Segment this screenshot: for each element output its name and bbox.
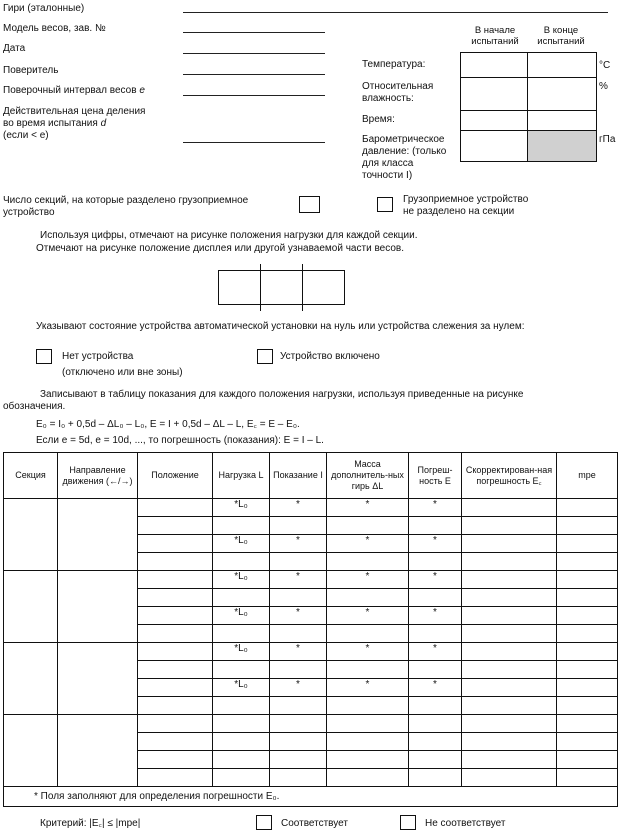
- field-interval-label: [3, 85, 145, 97]
- sections-count-label-2: устройство: [3, 207, 55, 218]
- mpe-cell[interactable]: [557, 607, 618, 625]
- mpe-cell[interactable]: [557, 625, 618, 643]
- field-division-line[interactable]: [183, 142, 325, 143]
- pass-checkbox[interactable]: [256, 815, 272, 830]
- position-cell[interactable]: [138, 499, 213, 517]
- additional-mass-cell[interactable]: [327, 661, 409, 679]
- indication-cell[interactable]: [270, 751, 327, 769]
- load-cell[interactable]: *L₀: [213, 679, 270, 697]
- no-device-checkbox[interactable]: [36, 349, 52, 364]
- cond-press-end: [528, 131, 597, 162]
- field-interval-var: e: [139, 85, 145, 96]
- corrected-error-cell[interactable]: [462, 697, 557, 715]
- corrected-error-cell[interactable]: [462, 535, 557, 553]
- mpe-cell[interactable]: [557, 769, 618, 787]
- mpe-cell[interactable]: [557, 517, 618, 535]
- fail-label: Не соответствует: [425, 818, 506, 829]
- error-cell[interactable]: [409, 769, 462, 787]
- pass-label: Соответствует: [281, 818, 348, 829]
- indication-cell[interactable]: [270, 517, 327, 535]
- device-on-label: Устройство включено: [280, 351, 380, 362]
- load-cell[interactable]: [213, 697, 270, 715]
- not-divided-label-2: не разделено на секции: [403, 206, 515, 217]
- position-cell[interactable]: [138, 535, 213, 553]
- mpe-cell[interactable]: [557, 697, 618, 715]
- mpe-cell[interactable]: [557, 499, 618, 517]
- error-cell[interactable]: *: [409, 571, 462, 589]
- load-cell[interactable]: *L₀: [213, 535, 270, 553]
- cond-unit-temperature: °C: [599, 60, 611, 71]
- field-verifier-label: Поверитель: [3, 65, 59, 76]
- field-verifier-line[interactable]: [183, 74, 325, 75]
- table-row: [4, 571, 618, 589]
- corrected-error-cell[interactable]: [462, 751, 557, 769]
- cond-time-start[interactable]: [461, 111, 528, 131]
- error-cell[interactable]: [409, 589, 462, 607]
- position-cell[interactable]: [138, 697, 213, 715]
- field-division-text: во время испытания: [3, 118, 101, 129]
- no-device-note: (отключено или вне зоны): [62, 367, 183, 378]
- table-footnote: * Поля заполняют для определения погрешности E₀.: [4, 787, 618, 807]
- error-cell[interactable]: [409, 733, 462, 751]
- cond-label-humidity: Относительная влажность:: [362, 81, 434, 104]
- indication-cell[interactable]: *: [270, 499, 327, 517]
- table-row: [4, 715, 618, 733]
- cond-time-end[interactable]: [528, 111, 597, 131]
- error-cell[interactable]: *: [409, 607, 462, 625]
- additional-mass-cell[interactable]: *: [327, 679, 409, 697]
- load-cell[interactable]: [213, 769, 270, 787]
- th-load: Нагрузка L: [213, 453, 270, 499]
- additional-mass-cell[interactable]: [327, 553, 409, 571]
- direction-cell[interactable]: [58, 571, 138, 643]
- position-cell[interactable]: [138, 625, 213, 643]
- additional-mass-cell[interactable]: *: [327, 535, 409, 553]
- cond-hum-end[interactable]: [528, 78, 597, 111]
- position-cell[interactable]: [138, 661, 213, 679]
- indication-cell[interactable]: *: [270, 535, 327, 553]
- th-section: Секция: [4, 453, 58, 499]
- load-cell[interactable]: [213, 625, 270, 643]
- th-additional-mass: Масса дополнитель-ных гирь ΔL: [327, 453, 409, 499]
- position-cell[interactable]: [138, 679, 213, 697]
- th-mpe: mpe: [557, 453, 618, 499]
- indication-cell[interactable]: [270, 715, 327, 733]
- position-cell[interactable]: [138, 751, 213, 769]
- th-error: Погреш-ность E: [409, 453, 462, 499]
- error-cell[interactable]: [409, 625, 462, 643]
- mpe-cell[interactable]: [557, 715, 618, 733]
- mpe-cell[interactable]: [557, 571, 618, 589]
- cond-unit-pressure: гПа: [599, 134, 616, 145]
- additional-mass-cell[interactable]: *: [327, 607, 409, 625]
- field-division-label-3: (если < e): [3, 130, 49, 141]
- position-cell[interactable]: [138, 517, 213, 535]
- corrected-error-cell[interactable]: [462, 733, 557, 751]
- corrected-error-cell[interactable]: [462, 769, 557, 787]
- field-model-label: Модель весов, зав. №: [3, 23, 106, 34]
- table-body: [4, 499, 618, 787]
- load-cell[interactable]: [213, 751, 270, 769]
- load-cell[interactable]: [213, 553, 270, 571]
- additional-mass-cell[interactable]: *: [327, 499, 409, 517]
- position-cell[interactable]: [138, 571, 213, 589]
- load-cell[interactable]: [213, 733, 270, 751]
- section-cell[interactable]: [4, 499, 58, 571]
- indication-cell[interactable]: [270, 769, 327, 787]
- corrected-error-cell[interactable]: [462, 517, 557, 535]
- readings-table: [3, 452, 618, 807]
- cond-col-start: В начале испытаний: [471, 25, 519, 47]
- additional-mass-cell[interactable]: [327, 625, 409, 643]
- cond-unit-humidity: %: [599, 81, 608, 92]
- mpe-cell[interactable]: [557, 751, 618, 769]
- sections-count-box[interactable]: [299, 196, 320, 213]
- table-header-row: [4, 453, 618, 499]
- cond-hum-start[interactable]: [461, 78, 528, 111]
- device-on-checkbox[interactable]: [257, 349, 273, 364]
- indication-cell[interactable]: [270, 697, 327, 715]
- cond-temp-start[interactable]: [461, 53, 528, 78]
- indication-cell[interactable]: [270, 589, 327, 607]
- th-indication: Показание I: [270, 453, 327, 499]
- load-receptor-sketch[interactable]: [218, 270, 345, 305]
- corrected-error-cell[interactable]: [462, 499, 557, 517]
- corrected-error-cell[interactable]: [462, 607, 557, 625]
- indication-cell[interactable]: [270, 733, 327, 751]
- additional-mass-cell[interactable]: [327, 751, 409, 769]
- mpe-cell[interactable]: [557, 643, 618, 661]
- mpe-cell[interactable]: [557, 679, 618, 697]
- no-device-label: Нет устройства: [62, 351, 134, 362]
- cond-col-end: В конце испытаний: [537, 25, 585, 47]
- indication-cell[interactable]: [270, 661, 327, 679]
- indication-cell[interactable]: *: [270, 571, 327, 589]
- error-cell[interactable]: [409, 697, 462, 715]
- criterion-label: Критерий: |E꜀| ≤ |mpe|: [40, 818, 141, 829]
- position-cell[interactable]: [138, 733, 213, 751]
- instruction-1: Используя цифры, отмечают на рисунке положения нагрузки для каждой секции.: [40, 230, 418, 241]
- not-divided-label-1: Грузоприемное устройство: [403, 194, 529, 205]
- additional-mass-cell[interactable]: [327, 769, 409, 787]
- mpe-cell[interactable]: [557, 661, 618, 679]
- field-interval-text: Поверочный интервал весов: [3, 85, 140, 96]
- direction-cell[interactable]: [58, 715, 138, 787]
- corrected-error-cell[interactable]: [462, 679, 557, 697]
- indication-cell[interactable]: [270, 553, 327, 571]
- load-cell[interactable]: *L₀: [213, 643, 270, 661]
- record-instruction-1: Записывают в таблицу показания для каждого положения нагрузки, используя приведенные на рисунке: [40, 389, 524, 400]
- corrected-error-cell[interactable]: [462, 643, 557, 661]
- th-position: Положение: [138, 453, 213, 499]
- direction-cell[interactable]: [58, 643, 138, 715]
- not-divided-checkbox[interactable]: [377, 197, 393, 212]
- mpe-cell[interactable]: [557, 535, 618, 553]
- field-model-line[interactable]: [183, 32, 325, 33]
- load-cell[interactable]: [213, 661, 270, 679]
- formula-1: E₀ = I₀ + 0,5d – ΔL₀ – L₀, E = I + 0,5d – ΔL – L, E꜀ = E – E₀.: [36, 419, 300, 430]
- error-cell[interactable]: [409, 553, 462, 571]
- field-date-line[interactable]: [183, 53, 325, 54]
- field-division-label-2: [3, 118, 106, 130]
- corrected-error-cell[interactable]: [462, 715, 557, 733]
- formula-2: Если e = 5d, e = 10d, ..., то погрешность (показания): E = I – L.: [36, 435, 324, 446]
- fail-checkbox[interactable]: [400, 815, 416, 830]
- corrected-error-cell[interactable]: [462, 661, 557, 679]
- sketch-divider-2: [302, 264, 303, 311]
- load-cell[interactable]: [213, 715, 270, 733]
- error-cell[interactable]: [409, 517, 462, 535]
- error-cell[interactable]: *: [409, 535, 462, 553]
- corrected-error-cell[interactable]: [462, 571, 557, 589]
- cond-temp-end[interactable]: [528, 53, 597, 78]
- mpe-cell[interactable]: [557, 733, 618, 751]
- additional-mass-cell[interactable]: [327, 715, 409, 733]
- th-direction: Направление движения (←/→): [58, 453, 138, 499]
- additional-mass-cell[interactable]: *: [327, 643, 409, 661]
- cond-press-start[interactable]: [461, 131, 528, 162]
- position-cell[interactable]: [138, 769, 213, 787]
- additional-mass-cell[interactable]: *: [327, 571, 409, 589]
- load-cell[interactable]: [213, 589, 270, 607]
- error-cell[interactable]: [409, 715, 462, 733]
- section-cell[interactable]: [4, 571, 58, 643]
- field-weights-line[interactable]: [183, 12, 608, 13]
- direction-cell[interactable]: [58, 499, 138, 571]
- record-instruction-2: обозначения.: [3, 401, 66, 412]
- error-cell[interactable]: [409, 661, 462, 679]
- position-cell[interactable]: [138, 643, 213, 661]
- additional-mass-cell[interactable]: [327, 697, 409, 715]
- indication-cell[interactable]: [270, 625, 327, 643]
- corrected-error-cell[interactable]: [462, 589, 557, 607]
- load-cell[interactable]: [213, 517, 270, 535]
- indication-cell[interactable]: *: [270, 643, 327, 661]
- position-cell[interactable]: [138, 553, 213, 571]
- mpe-cell[interactable]: [557, 553, 618, 571]
- position-cell[interactable]: [138, 589, 213, 607]
- additional-mass-cell[interactable]: [327, 733, 409, 751]
- additional-mass-cell[interactable]: [327, 589, 409, 607]
- cond-label-time: Время:: [362, 114, 395, 125]
- load-cell[interactable]: *L₀: [213, 499, 270, 517]
- error-cell[interactable]: [409, 751, 462, 769]
- field-date-label: Дата: [3, 43, 26, 54]
- indication-cell[interactable]: *: [270, 679, 327, 697]
- error-cell[interactable]: *: [409, 499, 462, 517]
- zero-instruction: Указывают состояние устройства автоматической установки на нуль или устройства слежения за нулем:: [36, 321, 525, 332]
- position-cell[interactable]: [138, 607, 213, 625]
- load-cell[interactable]: *L₀: [213, 607, 270, 625]
- th-corrected-error: Скорректирован-ная погрешность E꜀: [462, 453, 557, 499]
- sketch-divider-1: [260, 264, 261, 311]
- sections-count-label-1: Число секций, на которые разделено грузоприемное: [3, 195, 249, 206]
- table-row: [4, 499, 618, 517]
- load-cell[interactable]: *L₀: [213, 571, 270, 589]
- conditions-grid: [460, 52, 597, 162]
- additional-mass-cell[interactable]: [327, 517, 409, 535]
- error-cell[interactable]: *: [409, 679, 462, 697]
- mpe-cell[interactable]: [557, 589, 618, 607]
- indication-cell[interactable]: *: [270, 607, 327, 625]
- section-cell[interactable]: [4, 643, 58, 715]
- section-cell[interactable]: [4, 715, 58, 787]
- field-interval-line[interactable]: [183, 95, 325, 96]
- field-division-label-1: Действительная цена деления: [3, 106, 146, 117]
- corrected-error-cell[interactable]: [462, 625, 557, 643]
- field-division-var: d: [100, 118, 107, 129]
- corrected-error-cell[interactable]: [462, 553, 557, 571]
- cond-label-pressure: Барометрическое давление: (только для класса точности I): [362, 134, 447, 181]
- error-cell[interactable]: *: [409, 643, 462, 661]
- table-row: [4, 643, 618, 661]
- field-weights-label: Гири (эталонные): [3, 3, 85, 14]
- instruction-2: Отмечают на рисунке положение дисплея или другой узнаваемой части весов.: [36, 243, 404, 254]
- position-cell[interactable]: [138, 715, 213, 733]
- cond-label-temperature: Температура:: [362, 59, 426, 70]
